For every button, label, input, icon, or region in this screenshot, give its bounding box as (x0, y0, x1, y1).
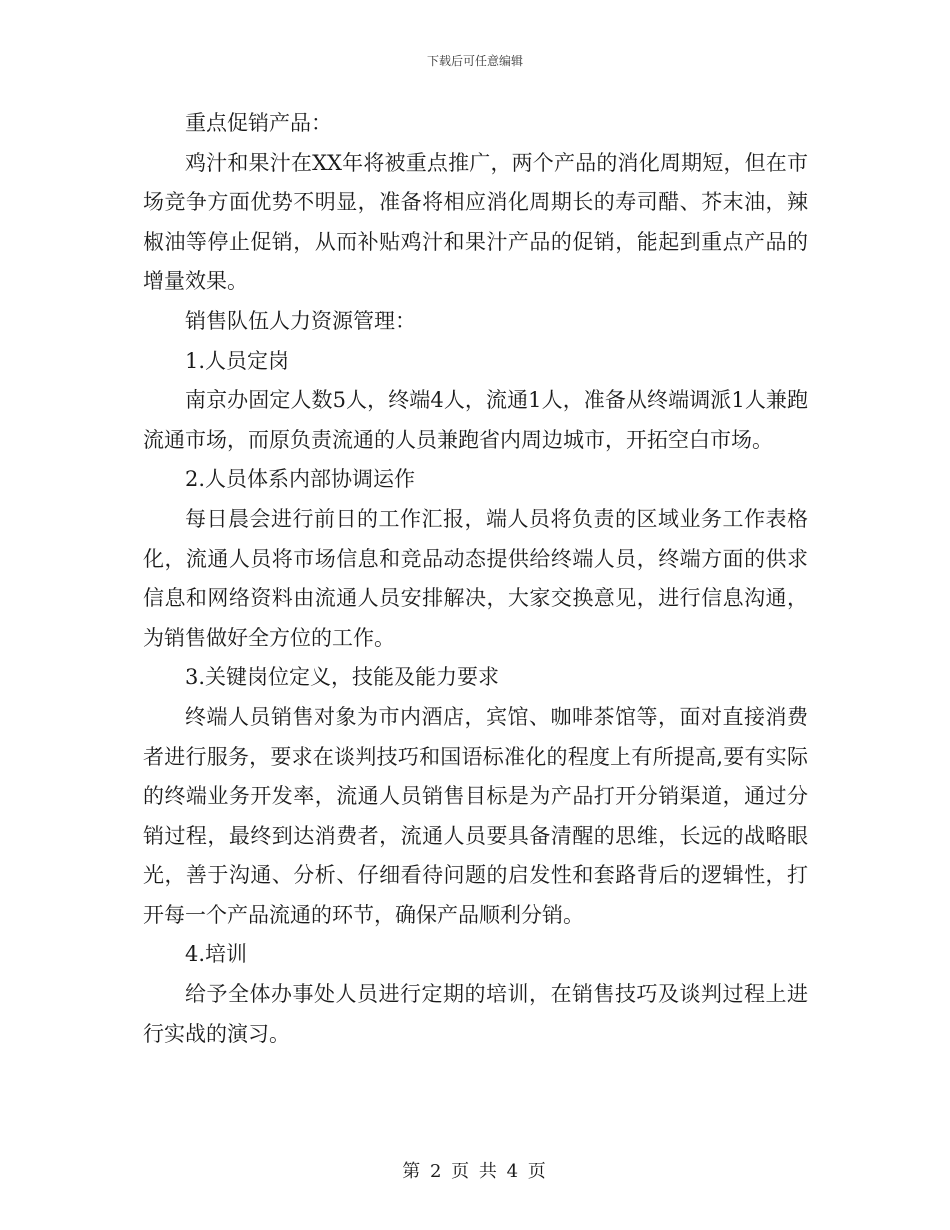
subheading-training: 4.培训 (185, 942, 248, 967)
paragraph-coordination: 每日晨会进行前日的工作汇报，端人员将负责的区域业务工作表格化，流通人员将市场信息和竞品动态提供给终端人员，终端方面的供求信息和网络资料由流通人员安排解决，大家交换意见，进行信息沟通，为销售做好全方位的工作。 (143, 506, 808, 650)
paragraph-promo-details: 鸡汁和果汁在XX年将被重点推广，两个产品的消化周期短，但在市场竞争方面优势不明显，准备将相应消化周期长的寿司醋、芥末油，辣椒油等停止促销，从而补贴鸡汁和果汁产品的促销，能起到重点产品的增量效果。 (143, 150, 808, 294)
paragraph-staffing: 南京办固定人数5人，终端4人，流通1人，准备从终端调派1人兼跑流通市场，而原负责流通的人员兼跑省内周边城市，开拓空白市场。 (143, 388, 808, 452)
subheading-staffing: 1.人员定岗 (185, 348, 290, 373)
paragraph-training: 给予全体办事处人员进行定期的培训，在销售技巧及谈判过程上进行实战的演习。 (143, 982, 808, 1046)
section-heading-sales-hr: 销售队伍人力资源管理： (185, 308, 416, 333)
section-heading-promo-products: 重点促销产品： (185, 111, 332, 135)
page-header-note: 下载后可任意编辑 (426, 54, 523, 68)
subheading-coordination: 2.人员体系内部协调运作 (185, 467, 416, 492)
paragraph-key-positions: 终端人员销售对象为市内酒店，宾馆、咖啡茶馆等，面对直接消费者进行服务，要求在谈判技巧和国语标准化的程度上有所提高,要有实际的终端业务开发率，流通人员销售目标是为产品打开分销渠道，通过分销过程，最终到达消费者，流通人员要具备清醒的思维，长远的战略眼光，善于沟通、分析、仔细看待问题的启发性和套路背后的逻辑性，打开每一个产品流通的环节，确保产品顺利分销。 (143, 704, 808, 927)
subheading-key-positions: 3.关键岗位定义，技能及能力要求 (185, 665, 500, 690)
page-number: 第 2 页 共 4 页 (402, 1161, 548, 1182)
document-body (143, 104, 808, 1054)
